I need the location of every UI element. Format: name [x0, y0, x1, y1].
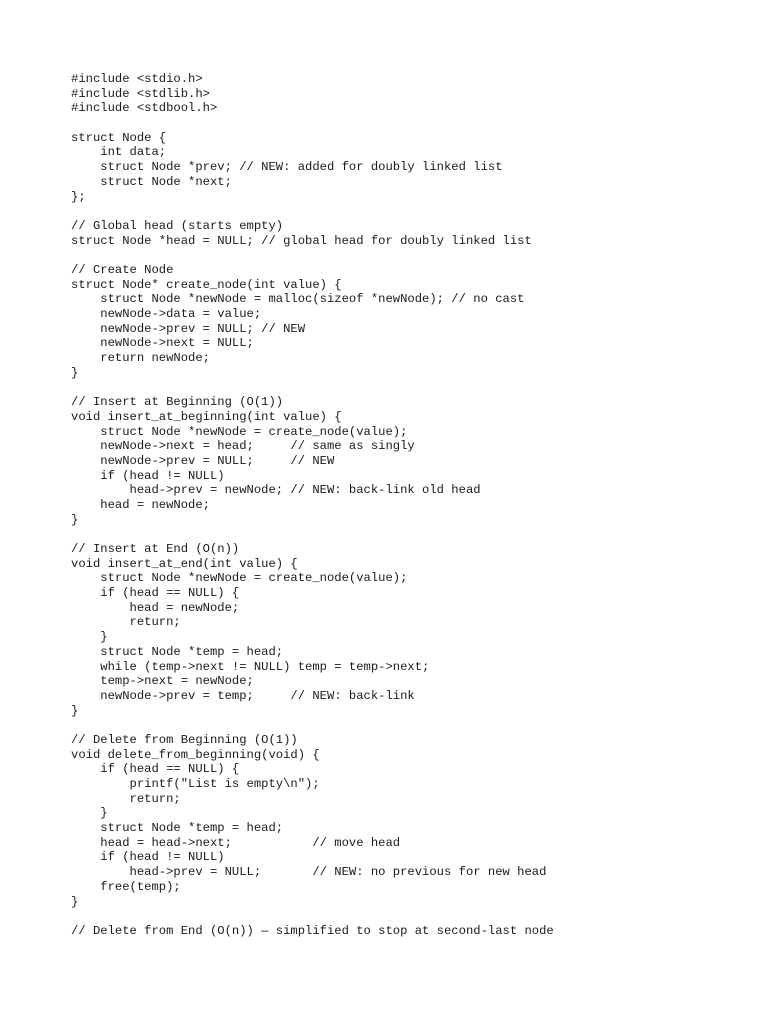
code-line [71, 116, 554, 131]
code-line: } [71, 630, 108, 645]
code-line: void delete_from_beginning(void) { [71, 747, 320, 762]
code-line [71, 718, 554, 733]
code-line [71, 527, 554, 542]
code-line: #include <stdio.h> [71, 72, 203, 86]
code-line: int data; [71, 145, 167, 160]
code-line [71, 248, 554, 263]
code-line: return; [71, 791, 181, 806]
code-line: return newNode; [71, 351, 210, 366]
code-line: if (head == NULL) { [71, 762, 240, 777]
code-listing [71, 72, 554, 939]
code-line: #include <stdlib.h> [71, 86, 210, 101]
code-line: #include <stdbool.h> [71, 101, 218, 116]
code-line: } [71, 894, 79, 909]
code-line: if (head != NULL) [71, 468, 225, 483]
code-line: } [71, 703, 79, 718]
code-line: head->prev = newNode; // NEW: back-link old head [71, 483, 481, 498]
code-line: newNode->next = NULL; [71, 336, 254, 351]
code-line: // Insert at Beginning (O(1)) [71, 395, 284, 410]
code-line: head = newNode; [71, 600, 240, 615]
code-line: void insert_at_end(int value) { [71, 556, 298, 571]
code-line: newNode->prev = NULL; // NEW [71, 321, 306, 336]
code-line: newNode->prev = NULL; // NEW [71, 453, 335, 468]
code-line: newNode->next = head; // same as singly [71, 439, 415, 454]
code-line: free(temp); [71, 879, 181, 894]
code-line: struct Node *temp = head; [71, 821, 284, 836]
code-line: void insert_at_beginning(int value) { [71, 409, 342, 424]
code-line [71, 204, 554, 219]
code-line: struct Node { [71, 130, 167, 145]
code-line: } [71, 365, 79, 380]
code-line: } [71, 806, 108, 821]
code-line: struct Node *prev; // NEW: added for doubly linked list [71, 160, 503, 175]
code-line: struct Node* create_node(int value) { [71, 277, 342, 292]
code-line: struct Node *newNode = malloc(sizeof *newNode); // no cast [71, 292, 525, 307]
code-line: while (temp->next != NULL) temp = temp->next; [71, 659, 430, 674]
code-line: if (head != NULL) [71, 850, 225, 865]
code-line: struct Node *newNode = create_node(value); [71, 424, 408, 439]
code-line: // Delete from Beginning (O(1)) [71, 732, 298, 747]
code-line: // Global head (starts empty) [71, 218, 284, 233]
code-line: head = head->next; // move head [71, 835, 401, 850]
code-line [71, 909, 554, 924]
code-line: newNode->prev = temp; // NEW: back-link [71, 688, 415, 703]
code-line: // Delete from End (O(n)) — simplified to stop at second-last node [71, 923, 554, 938]
code-line: struct Node *newNode = create_node(value); [71, 571, 408, 586]
code-line: } [71, 512, 79, 527]
code-line: struct Node *head = NULL; // global head for doubly linked list [71, 233, 532, 248]
code-line: head->prev = NULL; // NEW: no previous for new head [71, 865, 547, 880]
code-line: struct Node *temp = head; [71, 644, 284, 659]
code-line: head = newNode; [71, 497, 210, 512]
code-line [71, 380, 554, 395]
code-line: temp->next = newNode; [71, 674, 254, 689]
code-line: if (head == NULL) { [71, 586, 240, 601]
code-line: printf("List is empty\n"); [71, 777, 320, 791]
code-line: newNode->data = value; [71, 307, 262, 321]
code-line: struct Node *next; [71, 174, 232, 189]
code-line: // Create Node [71, 262, 174, 277]
code-line: return; [71, 615, 181, 630]
code-line: }; [71, 189, 86, 204]
code-line: // Insert at End (O(n)) [71, 542, 240, 556]
